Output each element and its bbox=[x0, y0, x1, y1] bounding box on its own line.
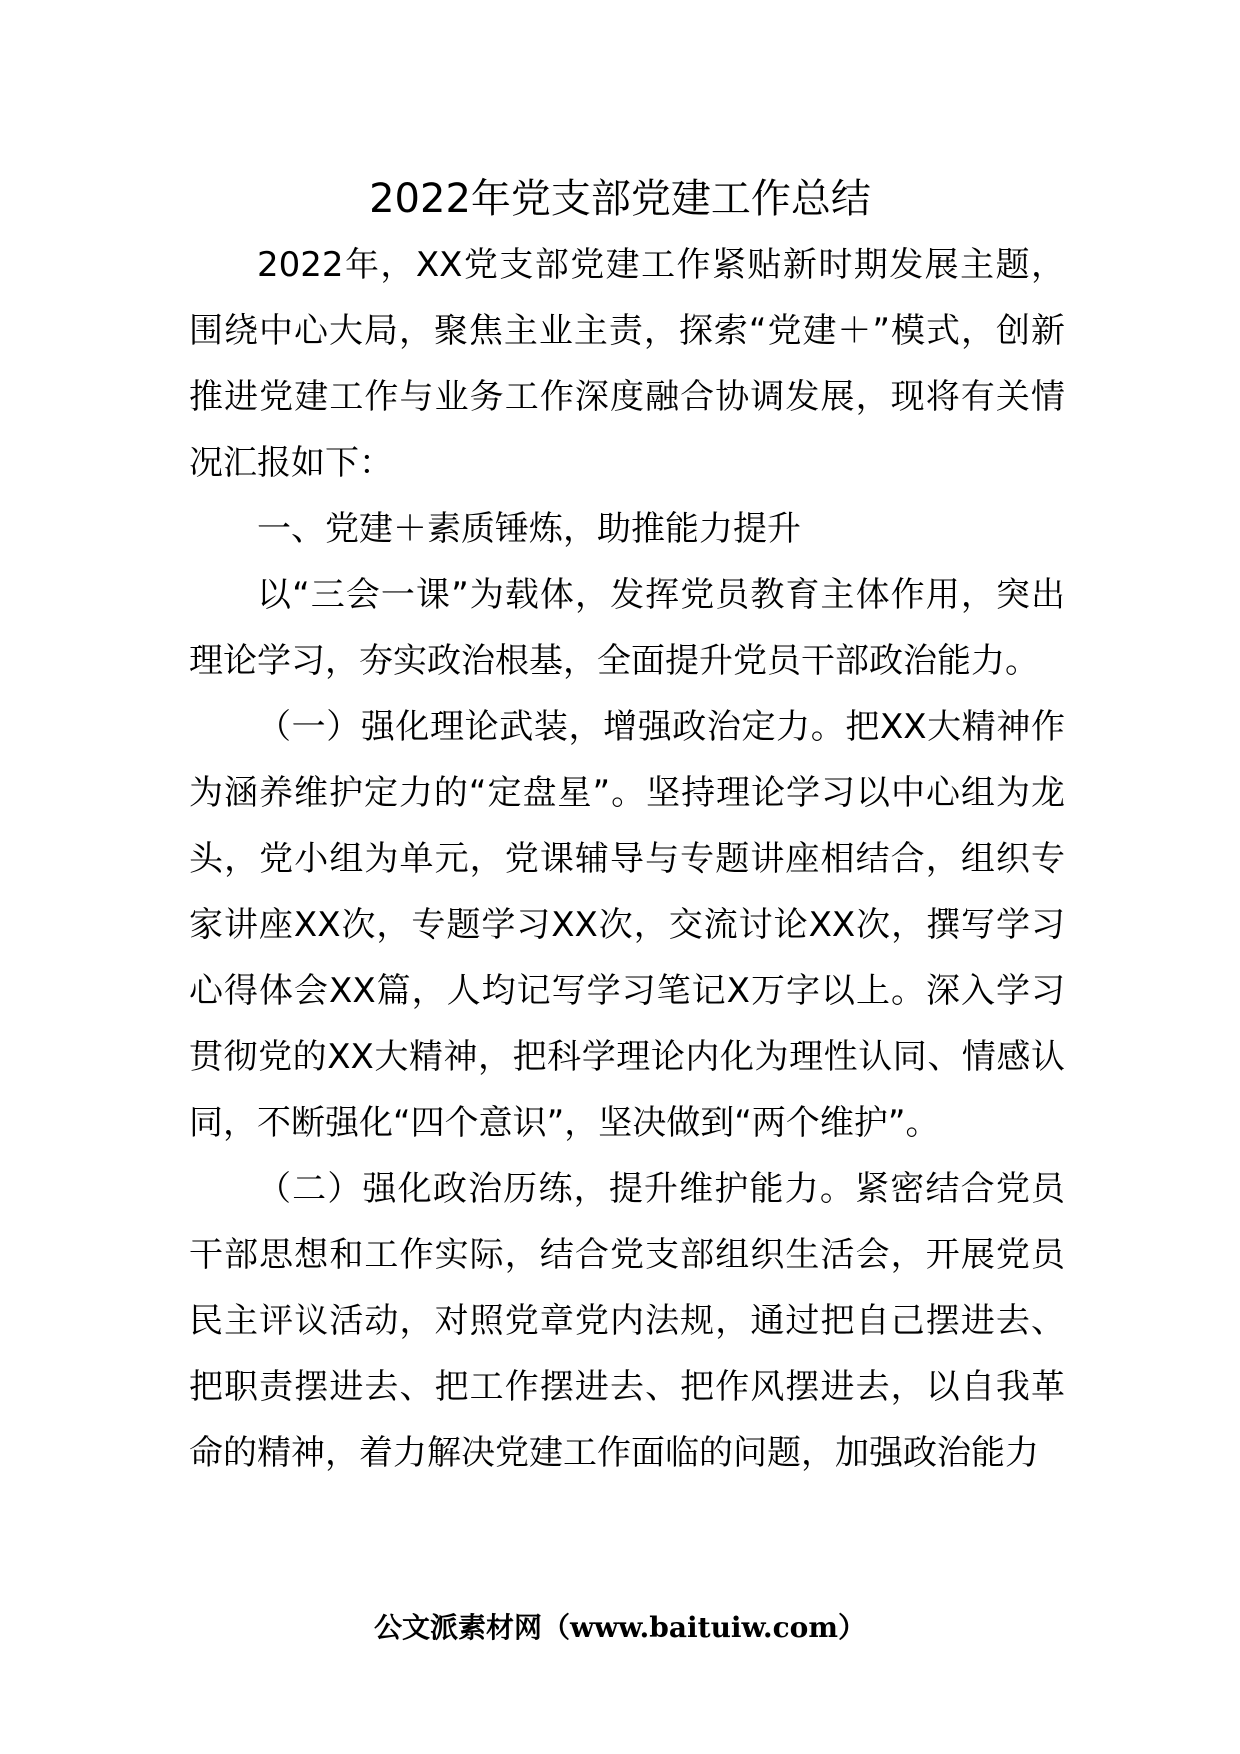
document-title: 2022年党支部党建工作总结 bbox=[369, 176, 871, 222]
section-heading-1: 一、党建＋素质锤炼，助推能力提升 bbox=[257, 509, 801, 549]
intro-paragraph: 2022年，XX党支部党建工作紧贴新时期发展主题，围绕中心大局，聚焦主业主责，探索“党建＋”模式，创新推进党建工作与业务工作深度融合协调发展，现将有关情况汇报如下： bbox=[189, 245, 1065, 483]
subsection-paragraph-2: （二）强化政治历练，提升维护能力。紧密结合党员干部思想和工作实际，结合党支部组织生活会，开展党员民主评议活动，对照党章党内法规，通过把自己摆进去、把职责摆进去、把工作摆进去、把作风摆进去，以自我革命的精神，着力解决党建工作面临的问题，加强政治能力 bbox=[189, 1169, 1065, 1473]
document-body bbox=[189, 232, 1065, 1486]
subsection-paragraph-1: （一）强化理论武装，增强政治定力。把XX大精神作为涵养维护定力的“定盘星”。坚持理论学习以中心组为龙头，党小组为单元，党课辅导与专题讲座相结合，组织专家讲座XX次，专题学习XX次，交流讨论XX次，撰写学习心得体会XX篇，人均记写学习笔记X万字以上。深入学习贯彻党的XX大精神，把科学理论内化为理性认同、情感认同，不断强化“四个意识”，坚决做到“两个维护”。 bbox=[189, 707, 1065, 1143]
footer-watermark: 公文派素材网（www.baituiw.com） bbox=[374, 1611, 866, 1644]
section-intro-paragraph: 以“三会一课”为载体，发挥党员教育主体作用，突出理论学习，夯实政治根基，全面提升党员干部政治能力。 bbox=[189, 575, 1065, 681]
